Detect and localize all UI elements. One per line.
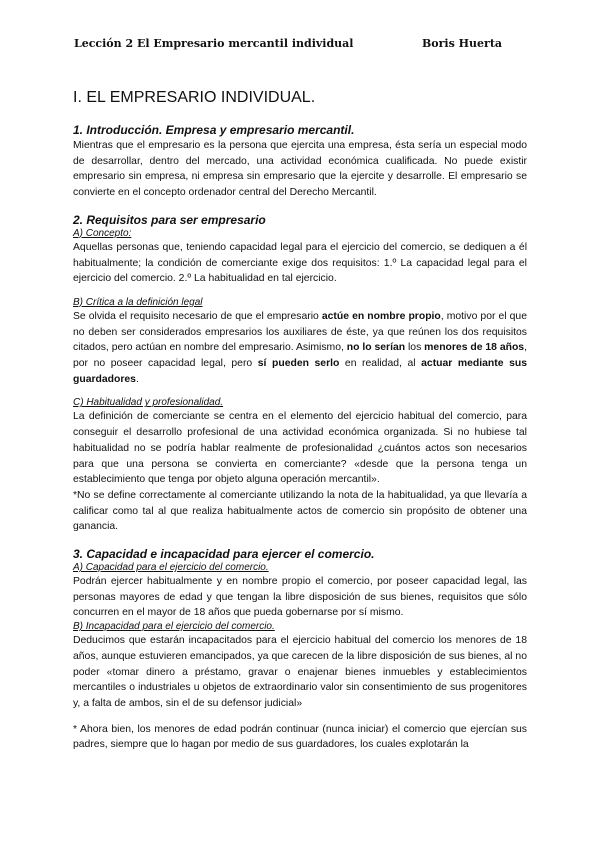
document-body (73, 88, 527, 753)
section-3-note: * Ahora bien, los menores de edad podrán continuar (nunca iniciar) el comercio que ejercían sus padres, siempre que lo hagan por medio de sus guardadores, los cuales explotarán la (73, 723, 527, 751)
section-1-paragraph: Mientras que el empresario es la persona que ejercita una empresa, ésta sería un especial modo de desarrollar, dentro del mercado, una actividad económica cualificada. No puede existir empresario sin empresa, ni empresa sin empresario que la ejercite y desarrolle. El empresario se convierte en el concepto ordenador central del Derecho Mercantil. (73, 140, 527, 199)
section-2c-paragraph-1: La definición de comerciante se centra en el elemento del ejercicio habitual del comercio, para conseguir el desarrollo profesional de una actividad económica organizada. Si no hubiese tal habitualidad no se podría hablar realmente de profesionalidad ¿cuántos actos son necesarios para que una persona se convierta en comerciante? «desde que la persona tenga un establecimiento que tenga por objeto alguna operación mercantil». (73, 411, 527, 486)
section-2c-title: C) Habitualidad y profesionalidad. (73, 397, 224, 409)
header-author: Boris Huerta (422, 37, 503, 50)
section-2a-paragraph: Aquellas personas que, teniendo capacidad legal para el ejercicio del comercio, se dediquen a él habitualmente; la condición de comerciante exige dos requisitos: 1.º La capacidad legal para el ejercicio del comercio. 2.º La habitualidad en tal ejercicio. (73, 241, 527, 285)
section-2-heading: 2. Requisitos para ser empresario (73, 212, 266, 227)
section-3b-paragraph: Deducimos que estarán incapacitados para el ejercicio habitual del comercio los menores de 18 años, aunque estuvieren emancipados, ya que carecen de la libre disposición de sus bienes, al no poder «tomar dinero a préstamo, gravar o enajenar bienes inmuebles y establecimientos mercantiles o industriales u objetos de extraordinario valor sin consentimiento de sus progenitores y, a falta de ambos, sin el de su defensor judicial» (73, 635, 527, 709)
section-3-heading: 3. Capacidad e incapacidad para ejercer el comercio. (73, 547, 375, 562)
section-2b-title: B) Crítica a la definición legal (73, 296, 203, 308)
section-1-heading: 1. Introducción. Empresa y empresario mercantil. (73, 123, 355, 137)
section-2a-title: A) Concepto: (73, 227, 132, 239)
section-2b-paragraph: Se olvida el requisito necesario de que el empresario actúe en nombre propio, motivo por el que no deben ser considerados empresarios los auxiliares de éste, ya que reúnen los dos requisitos citados, pero actúan en nombre del empresario. Asimismo, no lo serían los menores de 18 años, por no poseer capacidad legal, pero sí pueden serlo en realidad, al actuar mediante sus guardadores. (73, 310, 527, 385)
section-3a-title: A) Capacidad para el ejercicio del comercio. (73, 562, 269, 574)
section-3a-paragraph: Podrán ejercer habitualmente y en nombre propio el comercio, por poseer capacidad legal, las personas mayores de edad y que tengan la libre disposición de sus bienes, requisitos que sólo concurren en el mayor de 18 años que pueda gobernarse por sí mismo. (73, 576, 527, 619)
document-title: I. EL EMPRESARIO INDIVIDUAL. (73, 89, 316, 106)
section-3b-title: B) Incapacidad para el ejercicio del comercio. (73, 621, 275, 633)
section-2c-paragraph-2: *No se define correctamente al comerciante utilizando la nota de la habitualidad, ya que llevaría a calificar como tal al que realiza habitualmente actos de comercio sin propósito de obtener una ganancia. (73, 489, 527, 533)
page-header (74, 37, 526, 53)
header-lesson: Lección 2 El Empresario mercantil individual (74, 37, 354, 50)
